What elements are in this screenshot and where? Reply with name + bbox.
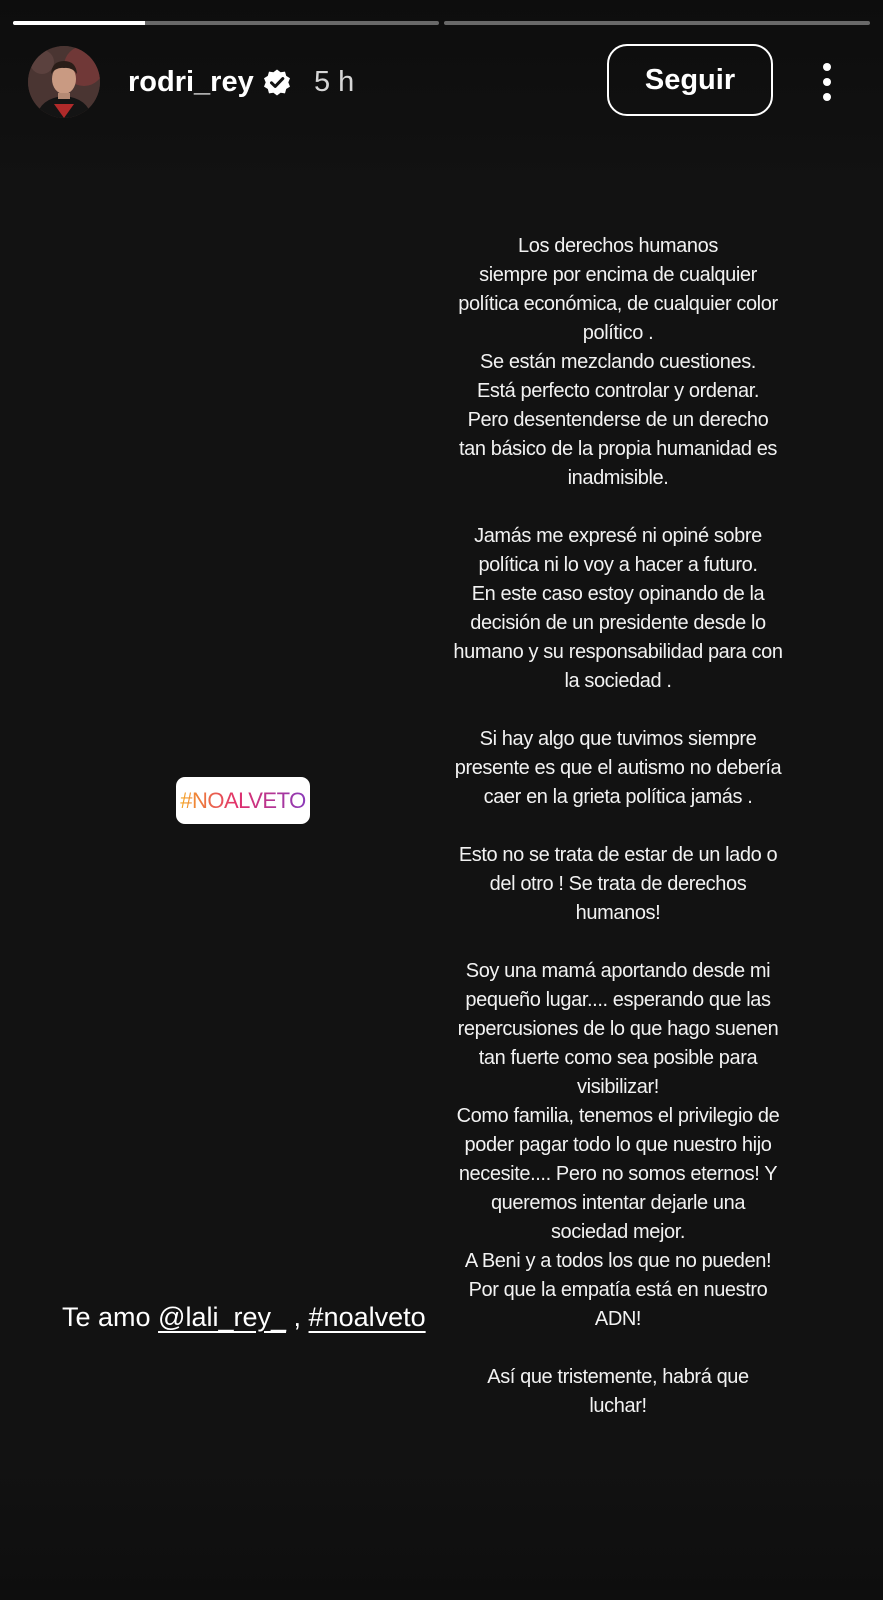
story-text-line: político . bbox=[582, 322, 654, 344]
story-text-line: A Beni y a todos los que no pueden! bbox=[464, 1250, 772, 1272]
paragraph-gap bbox=[418, 696, 818, 725]
caption-hashtag-link[interactable]: #noalveto bbox=[308, 1302, 426, 1332]
paragraph-gap bbox=[418, 928, 818, 957]
story-text-line: humanos! bbox=[575, 902, 661, 924]
more-options-icon[interactable] bbox=[810, 62, 844, 102]
story-caption bbox=[62, 1300, 426, 1334]
paragraph-gap bbox=[418, 812, 818, 841]
avatar-image bbox=[28, 46, 100, 118]
story-text-line: Si hay algo que tuvimos siempre bbox=[479, 728, 757, 750]
story-text-line: tan básico de la propia humanidad es bbox=[458, 438, 778, 460]
story-text-line: pequeño lugar.... esperando que las bbox=[465, 989, 771, 1011]
bottom-gradient bbox=[0, 1460, 883, 1600]
story-text-line: del otro ! Se trata de derechos bbox=[489, 873, 747, 895]
story-text-line: tan fuerte como sea posible para bbox=[478, 1047, 758, 1069]
username[interactable]: rodri_rey bbox=[128, 66, 254, 98]
hashtag-sticker[interactable] bbox=[176, 777, 310, 824]
story-text-line: Por que la empatía está en nuestro bbox=[468, 1279, 768, 1301]
story-text-line: Esto no se trata de estar de un lado o bbox=[458, 844, 778, 866]
story-text-line: Pero desentenderse de un derecho bbox=[467, 409, 769, 431]
paragraph-gap bbox=[418, 493, 818, 522]
story-text-line: queremos intentar dejarle una bbox=[490, 1192, 746, 1214]
story-text-line: poder pagar todo lo que nuestro hijo bbox=[464, 1134, 772, 1156]
caption-separator: , bbox=[286, 1302, 309, 1332]
story-text-line: Los derechos humanos bbox=[518, 235, 718, 257]
story-text-line: ADN! bbox=[594, 1308, 642, 1330]
story-text-line: siempre por encima de cualquier bbox=[479, 264, 757, 286]
story-text-block bbox=[418, 232, 818, 1421]
caption-prefix: Te amo bbox=[62, 1302, 159, 1332]
story-text-line: presente es que el autismo no debería bbox=[454, 757, 782, 779]
story-text-line: visibilizar! bbox=[577, 1076, 659, 1098]
story-text-line: necesite.... Pero no somos eternos! Y bbox=[458, 1163, 778, 1185]
story-text-line: Se están mezclando cuestiones. bbox=[480, 351, 756, 373]
story-text-line: repercusiones de lo que hago suenen bbox=[457, 1018, 779, 1040]
story-text-line: Está perfecto controlar y ordenar. bbox=[476, 380, 760, 402]
story-text-line: humano y su responsabilidad para con bbox=[453, 641, 783, 663]
story-text-line: Jamás me expresé ni opiné sobre bbox=[474, 525, 762, 547]
story-text-line: política económica, de cualquier color bbox=[458, 293, 778, 315]
story-text-line: sociedad mejor. bbox=[550, 1221, 686, 1243]
story-progress-fill-1 bbox=[13, 21, 145, 25]
story-text-line: inadmisible. bbox=[567, 467, 669, 489]
story-text-line: la sociedad . bbox=[564, 670, 672, 692]
post-timestamp: 5 h bbox=[314, 66, 355, 98]
paragraph-gap bbox=[418, 1334, 818, 1363]
story-text-line: Así que tristemente, habrá que bbox=[487, 1366, 749, 1388]
verified-badge-icon bbox=[262, 68, 292, 98]
follow-button[interactable]: Seguir bbox=[607, 44, 773, 116]
avatar[interactable] bbox=[28, 46, 100, 118]
story-text-line: decisión de un presidente desde lo bbox=[470, 612, 766, 634]
story-text-line: Como familia, tenemos el privilegio de bbox=[456, 1105, 780, 1127]
story-text-line: política ni lo voy a hacer a futuro. bbox=[478, 554, 758, 576]
story-text-line: luchar! bbox=[589, 1395, 647, 1417]
story-progress-bar-2 bbox=[444, 21, 870, 25]
story-text-line: Soy una mamá aportando desde mi bbox=[465, 960, 771, 982]
hashtag-sticker-label: #NOALVETO bbox=[180, 788, 306, 813]
caption-mention-link[interactable]: @lali_rey_ bbox=[158, 1302, 287, 1332]
story-text-line: En este caso estoy opinando de la bbox=[471, 583, 765, 605]
story-text-line: caer en la grieta política jamás . bbox=[483, 786, 753, 808]
story-progress-bar-1 bbox=[13, 21, 439, 25]
